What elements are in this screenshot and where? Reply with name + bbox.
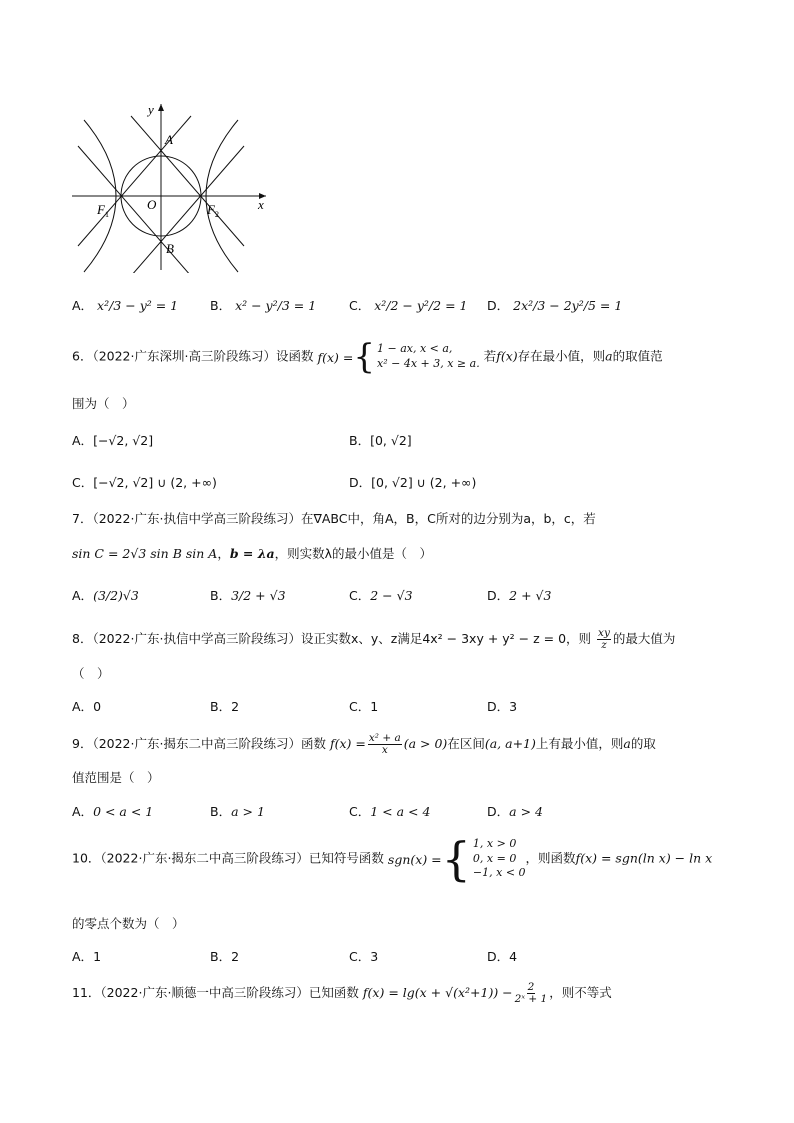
- q6-stem-d: 的取值范: [612, 348, 663, 364]
- q11-frac-num: 2: [527, 981, 535, 993]
- q9-option-c-text: 1 < a < 4: [370, 804, 431, 819]
- q7-option-b[interactable]: [210, 586, 286, 604]
- q8-option-b[interactable]: [210, 697, 239, 715]
- label-A: A: [165, 132, 173, 147]
- q10-option-a[interactable]: [72, 947, 101, 965]
- q10-option-d-letter: D．: [487, 949, 510, 964]
- q6-option-a-text: [−√2, √2]: [93, 433, 154, 448]
- q9-fraction: [368, 733, 402, 756]
- q8-option-b-text: 2: [231, 699, 240, 714]
- q6-option-d[interactable]: [349, 473, 476, 491]
- q7-option-a[interactable]: [72, 586, 139, 604]
- q8-stem-end: 的最大值为: [612, 631, 676, 647]
- q6-option-b-text: [0, √2]: [370, 433, 412, 448]
- label-y: y: [148, 102, 154, 117]
- q6-stem: [72, 337, 663, 377]
- q8-stem-text: 设正实数x、y、z满足4x² − 3xy + y² − z = 0，则: [300, 631, 592, 647]
- q8-fraction: [597, 628, 611, 651]
- q7-stem-1: 在∇ABC中，角A，B，C所对的边分别为a，b，c，若: [300, 511, 596, 526]
- label-O: O: [147, 197, 157, 212]
- q10-stem: [72, 832, 713, 886]
- q7-equation: sin C = 2√3 sin B sin A: [72, 546, 218, 561]
- q5-option-c-letter: C．: [349, 298, 371, 313]
- q9-option-b-text: a > 1: [231, 804, 265, 819]
- q7-option-a-letter: A．: [72, 588, 94, 603]
- q6-case-1: 1 − ax, x < a,: [377, 342, 453, 356]
- q10-option-a-text: 1: [93, 949, 102, 964]
- q9-option-b-letter: B．: [210, 804, 232, 819]
- q6-option-c-letter: C．: [72, 475, 94, 490]
- q6-option-d-letter: D．: [349, 475, 372, 490]
- q9-frac-num: x² + a: [368, 732, 401, 744]
- q7-option-c[interactable]: [349, 586, 413, 604]
- q6-piecewise: f(x) = { 1 − ax, x < a, x² − 4x + 3, x ≥ a.: [317, 337, 480, 377]
- q5-option-c-text: x²/2 − y²/2 = 1: [374, 298, 468, 313]
- q9-stem-line2: 值范围是（ ）: [72, 770, 160, 785]
- q5-option-d[interactable]: [487, 296, 622, 314]
- q7-option-d-letter: D．: [487, 588, 510, 603]
- q6-stem-line2: 围为（ ）: [72, 396, 135, 411]
- q10-case-2: 0, x = 0: [472, 851, 517, 865]
- q10-stem-a: 已知符号函数: [308, 850, 384, 866]
- q9-stem: [72, 733, 656, 756]
- q6-option-c[interactable]: [72, 473, 217, 491]
- q5-option-d-text: 2x²/3 − 2y²/5 = 1: [513, 298, 623, 313]
- q11-frac-den: 2ˣ + 1: [514, 993, 548, 1006]
- q10-option-a-letter: A．: [72, 949, 94, 964]
- hyperbola-figure: [70, 98, 270, 273]
- q10-case-3: −1, x < 0: [472, 866, 526, 880]
- q6-stem-a: 设函数: [275, 348, 314, 364]
- q8-option-c[interactable]: [349, 697, 378, 715]
- q9-var: a: [623, 736, 631, 752]
- q8-option-a-letter: A．: [72, 699, 94, 714]
- q9-option-b[interactable]: [210, 802, 265, 820]
- q6-option-c-text: [−√2, √2] ∪ (2, +∞): [93, 475, 217, 490]
- q8-frac-num: xy: [598, 627, 610, 639]
- q5-option-b-letter: B．: [210, 298, 232, 313]
- q5-option-b-text: x² − y²/3 = 1: [235, 298, 317, 313]
- q7-question: ，则实数λ的最小值是（ ）: [274, 546, 433, 561]
- q9-source: （2022·广东·揭东二中高三阶段练习）: [92, 736, 301, 752]
- q8-option-a[interactable]: [72, 697, 101, 715]
- q8-frac-den: z: [601, 639, 607, 652]
- q7-option-c-letter: C．: [349, 588, 371, 603]
- q6-number: 6．: [72, 348, 93, 364]
- q7-number: 7．: [72, 511, 93, 526]
- q9-option-a-text: 0 < a < 1: [93, 804, 154, 819]
- q9-condition: (a > 0): [403, 736, 448, 752]
- q7-relation: b = λa: [229, 546, 275, 561]
- q8-option-d[interactable]: [487, 697, 517, 715]
- q8-option-b-letter: B．: [210, 699, 232, 714]
- q10-option-d-text: 4: [509, 949, 518, 964]
- q5-option-a-text: x²/3 − y² = 1: [97, 298, 179, 313]
- label-F2: $F_2$: [207, 202, 219, 219]
- q10-case-1: 1, x > 0: [472, 836, 517, 850]
- q5-option-a[interactable]: [72, 296, 178, 314]
- q10-number: 10．: [72, 850, 101, 866]
- q8-option-d-letter: D．: [487, 699, 510, 714]
- q7-stem-line2: [72, 546, 432, 561]
- q11-source: （2022·广东·顺德一中高三阶段练习）: [100, 985, 309, 1001]
- q5-option-a-letter: A．: [72, 298, 94, 313]
- q10-option-b[interactable]: [210, 947, 239, 965]
- q8-option-a-text: 0: [93, 699, 102, 714]
- q9-option-d-letter: D．: [487, 804, 510, 819]
- q11-stem: [72, 982, 612, 1005]
- label-x: x: [258, 197, 264, 212]
- q8-option-c-letter: C．: [349, 699, 371, 714]
- q10-source: （2022·广东·揭东二中高三阶段练习）: [100, 850, 309, 866]
- q6-option-d-text: [0, √2] ∪ (2, +∞): [371, 475, 477, 490]
- q9-option-d-text: a > 4: [509, 804, 543, 819]
- q9-option-d[interactable]: [487, 802, 543, 820]
- q9-number: 9．: [72, 736, 93, 752]
- q6-option-a[interactable]: [72, 431, 153, 449]
- q10-option-c-text: 3: [370, 949, 379, 964]
- q7-source: （2022·广东·执信中学高三阶段练习）: [92, 511, 301, 526]
- q10-sgn: sgn(x) =: [387, 851, 442, 867]
- y-axis-arrow: [158, 104, 164, 111]
- q6-source: （2022·广东深圳·高三阶段练习）: [92, 348, 276, 364]
- q10-option-d[interactable]: [487, 947, 517, 965]
- q5-option-d-letter: D．: [487, 298, 510, 313]
- q7-stem: [72, 511, 596, 526]
- q9-option-c-letter: C．: [349, 804, 371, 819]
- q6-case-2: x² − 4x + 3, x ≥ a.: [377, 357, 480, 370]
- q8-stem-line2: （ ）: [72, 666, 110, 681]
- q6-option-a-letter: A．: [72, 433, 94, 448]
- q10-sign-function: sgn(x) = { 1, x > 0 0, x = 0 −1, x < 0: [387, 832, 526, 886]
- q6-option-b-letter: B．: [349, 433, 371, 448]
- q9-stem-b: 在区间: [447, 736, 485, 752]
- q9-option-a-letter: A．: [72, 804, 94, 819]
- q6-stem-b: 若: [483, 348, 497, 364]
- q11-stem-b: ，则不等式: [549, 985, 612, 1001]
- q8-option-d-text: 3: [509, 699, 518, 714]
- q6-fx: f(x): [496, 348, 518, 364]
- q10-option-b-text: 2: [231, 949, 240, 964]
- q10-fx: f(x) = sgn(ln x) − ln x: [575, 850, 713, 866]
- label-F1: $F_1$: [97, 202, 109, 219]
- q5-option-b[interactable]: [210, 296, 316, 314]
- q9-stem-c: 上有最小值，则: [535, 736, 624, 752]
- q9-stem-a: 函数: [300, 736, 326, 752]
- q10-option-c-letter: C．: [349, 949, 371, 964]
- q8-stem: [72, 628, 675, 651]
- q11-stem-a: 已知函数: [308, 985, 359, 1001]
- q7-option-d[interactable]: [487, 586, 551, 604]
- q10-option-c[interactable]: [349, 947, 378, 965]
- q11-fx: f(x) = lg(x + √(x²+1)) −: [362, 985, 513, 1001]
- q6-var-a: a: [605, 348, 613, 364]
- q10-option-b-letter: B．: [210, 949, 232, 964]
- q9-frac-den: x: [381, 744, 388, 757]
- q8-number: 8．: [72, 631, 93, 647]
- q11-fraction: [515, 982, 548, 1005]
- q7-option-b-text: 3/2 + √3: [231, 588, 286, 603]
- q7-option-b-letter: B．: [210, 588, 232, 603]
- q9-interval: (a, a+1): [484, 736, 536, 752]
- q11-number: 11．: [72, 985, 101, 1001]
- q10-stem-b: ，则函数: [525, 850, 576, 866]
- label-B: B: [166, 241, 174, 256]
- q9-option-a[interactable]: [72, 802, 153, 820]
- q6-option-b[interactable]: [349, 431, 412, 449]
- q7-option-d-text: 2 + √3: [509, 588, 552, 603]
- q9-option-c[interactable]: [349, 802, 430, 820]
- q9-stem-d: 的取: [630, 736, 656, 752]
- q5-option-c[interactable]: [349, 296, 467, 314]
- q7-option-c-text: 2 − √3: [370, 588, 413, 603]
- q8-option-c-text: 1: [370, 699, 379, 714]
- q7-option-a-text: (3/2)√3: [93, 588, 139, 603]
- q9-fx: f(x) =: [329, 736, 366, 752]
- q8-source: （2022·广东·执信中学高三阶段练习）: [92, 631, 301, 647]
- q10-stem-line2: 的零点个数为（ ）: [72, 916, 185, 931]
- q7-comma: ，: [217, 546, 230, 561]
- q6-stem-c: 存在最小值，则: [517, 348, 606, 364]
